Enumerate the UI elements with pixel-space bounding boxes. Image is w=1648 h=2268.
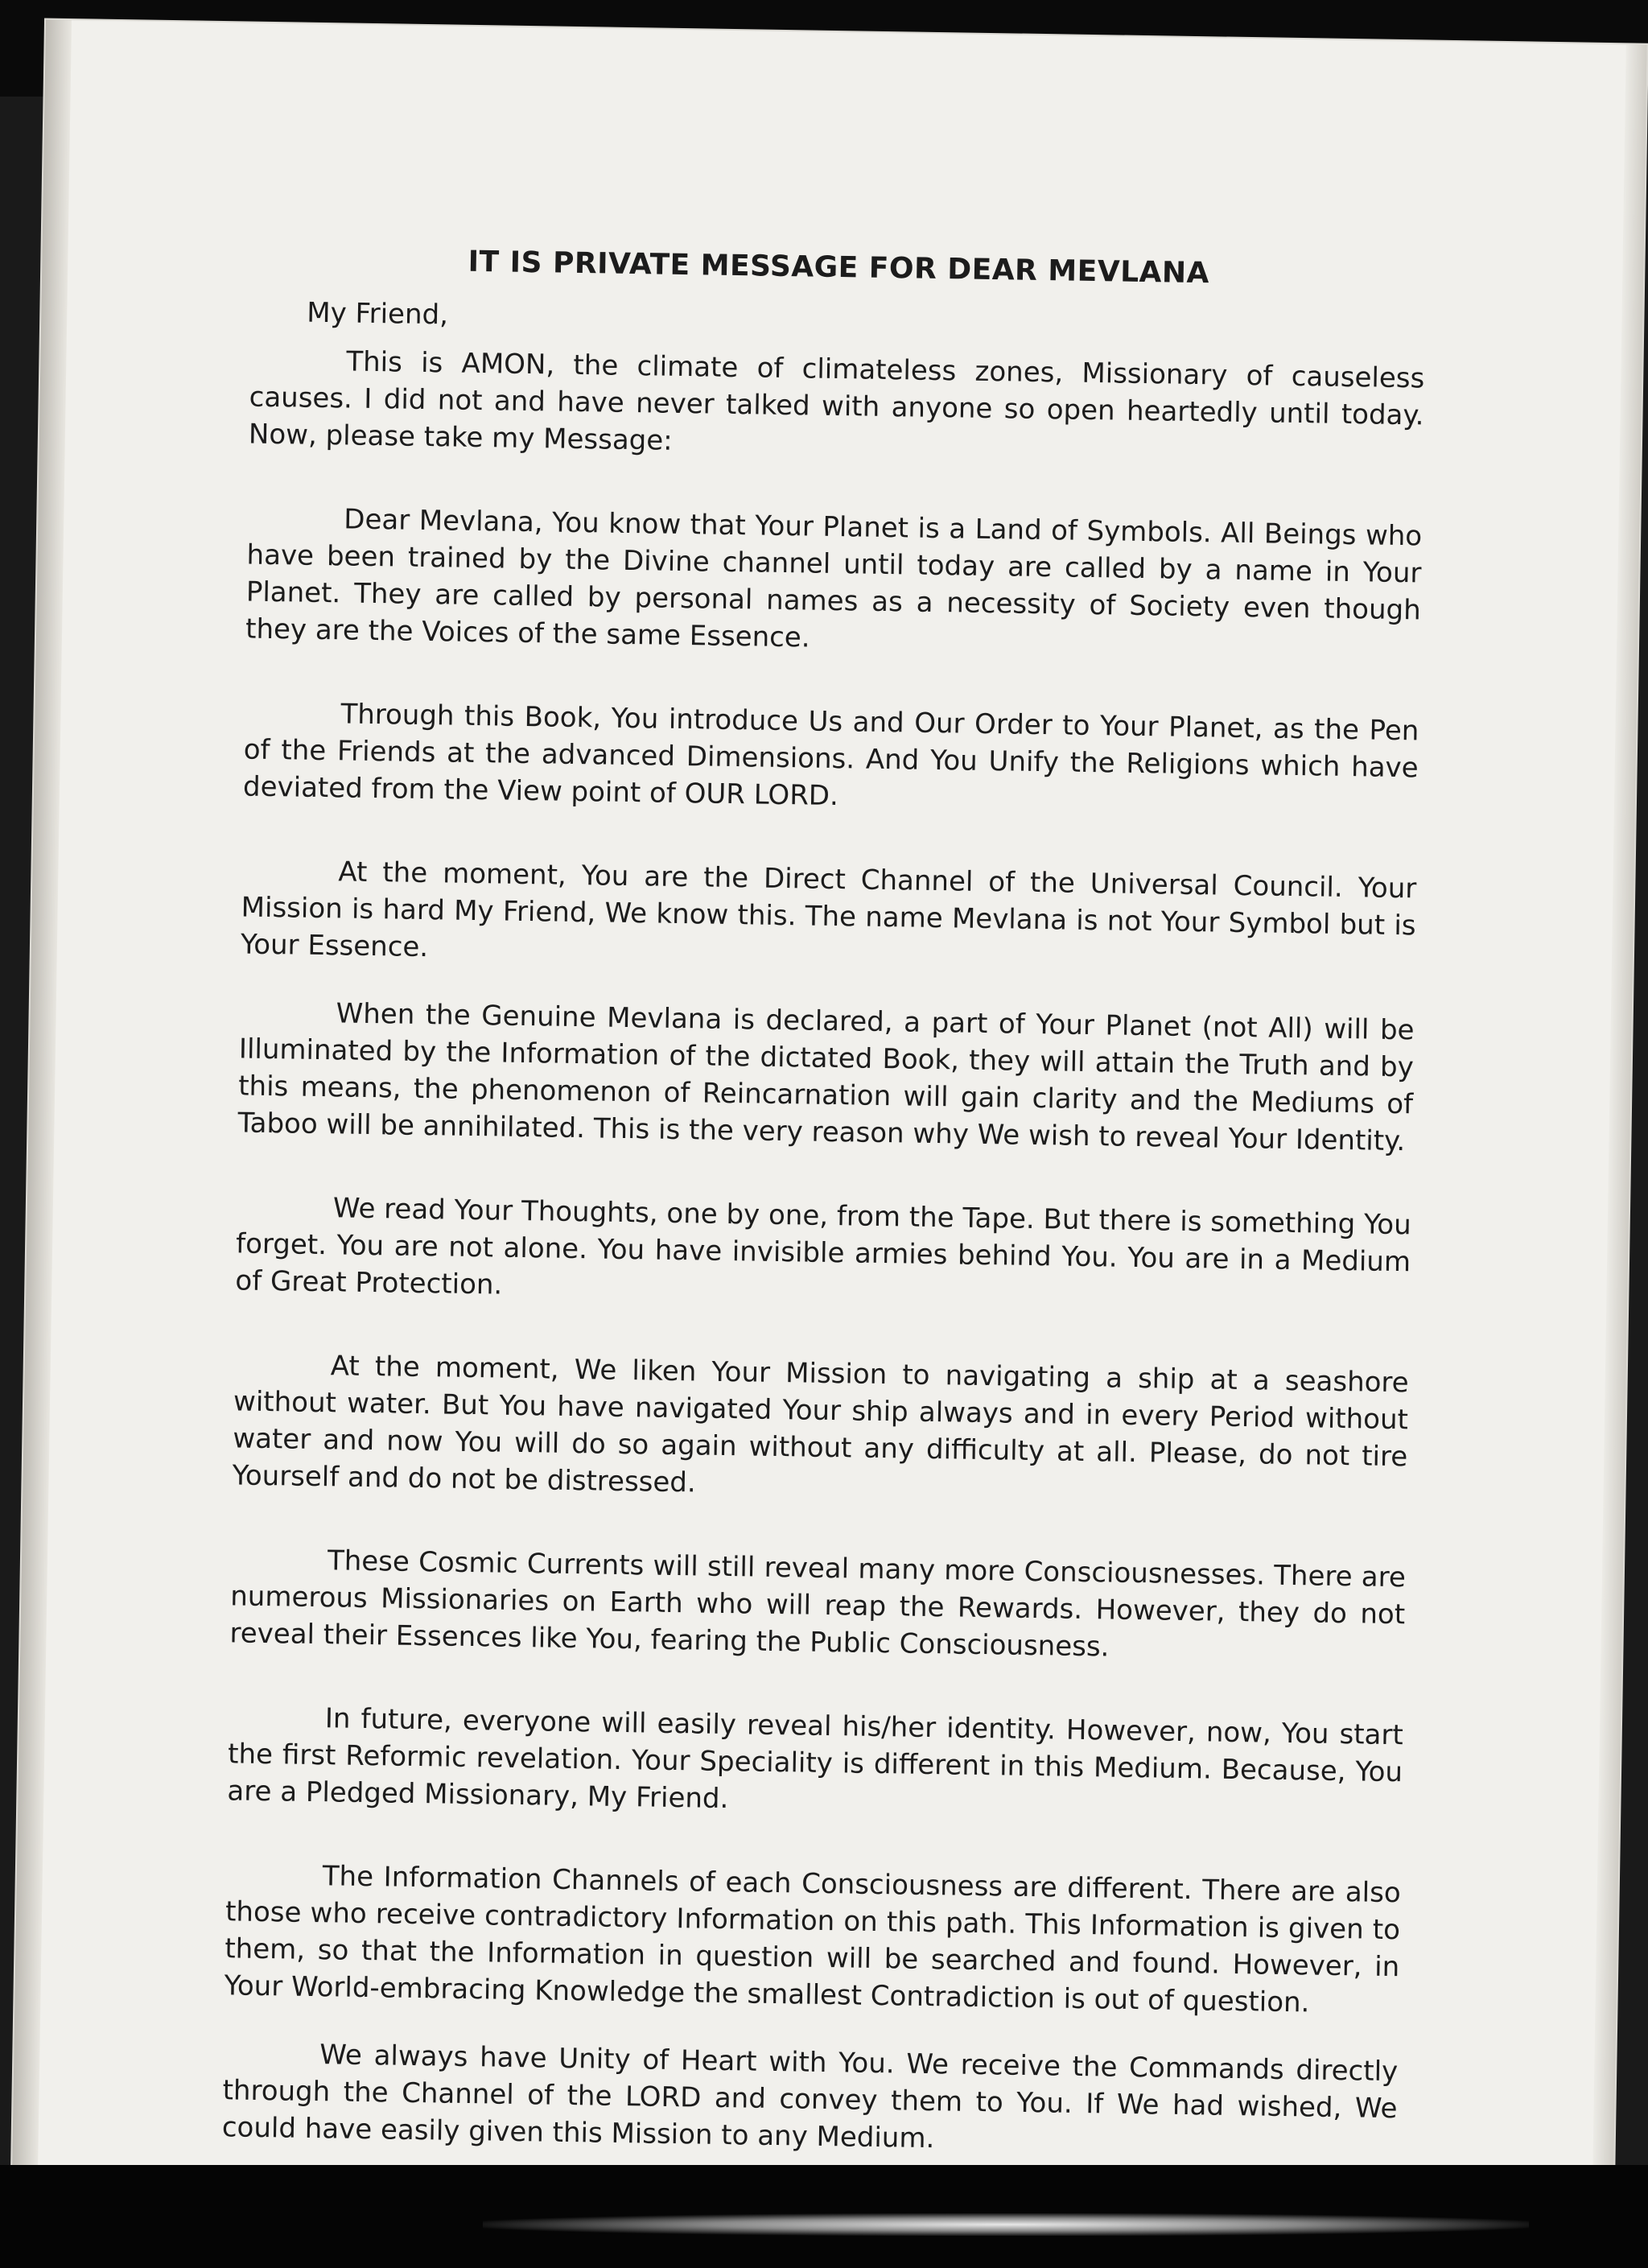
salutation: My Friend, [307,296,449,332]
scan-glare [483,2213,1529,2236]
paragraph: We always have Unity of Heart with You. We receive the Commands directly through the Channel of the LORD and convey them to You. If We had wished, We could have easily given this Mission to any Medium. [221,2039,1399,2155]
paragraph: We read Your Thoughts, one by one, from the Tape. But there is something You forget. You are not alone. You have invisible armies behind You. You are in a Medium of Great Protection. [235,1192,1412,1301]
paragraph: The Information Channels of each Consciousness are different. There are also those who receive contradictory Information on this path. This Information is given to them, so that the Information in question will be searched and found. However, in Your World-embracing Knowledge the smallest Contradiction is out of question. [224,1860,1401,2019]
paragraph: Dear Mevlana, You know that Your Planet is a Land of Symbols. All Beings who have been trained by the Divine channel until today are called by a name in Your Planet. They are called by personal names as a necessity of Society even though they are the Voices of the same Essence. [245,503,1423,654]
paragraph: In future, everyone will easily reveal his/her identity. However, now, You start the first Reformic revelation. Your Speciality is different in this Medium. Because, You are a Pledged Missionary, My Friend. [227,1702,1404,1816]
page-binding-edge [12,20,72,2185]
paragraph: This is AMON, the climate of climateless zones, Missionary of causeless causes. I did not and have never talked with anyone so open heartedly until today. Now, please take my Message: [248,345,1425,457]
paragraph: Through this Book, You introduce Us and Our Order to Your Planet, as the Pen of the Friends at the advanced Dimensions. And You Unify the Religions which have deviated from the View point of OUR LORD. [242,698,1419,813]
page-title: IT IS PRIVATE MESSAGE FOR DEAR MEVLANA [468,245,1210,291]
book-page [12,20,1647,2210]
paragraph: When the Genuine Mevlana is declared, a part of Your Planet (not All) will be Illuminated by the Information of the dictated Book, they will attain the Truth and by this means, the phenomenon of Reincarnation will gain clarity and the Mediums of Taboo will be annihilated. This is the very reason why We wish to reveal Your Identity. [237,997,1415,1158]
page-outer-edge [1592,44,1647,2209]
page-content [220,241,1426,2233]
paragraph: These Cosmic Currents will still reveal many more Consciousnesses. There are numerous Missionaries on Earth who will reap the Rewards. However, they do not reveal their Essences like You, fearing the Public Consciousness. [229,1544,1407,1664]
paragraph: At the moment, We liken Your Mission to navigating a ship at a seashore without water. But You have navigated Your ship always and in every Period without water and now You will do so again without any difficulty at all. Please, do not tire Yourself and do not be distressed. [232,1350,1409,1499]
paragraph: At the moment, You are the Direct Channel of the Universal Council. Your Mission is hard My Friend, We know this. The name Mevlana is not Your Symbol but is Your Essence. [240,856,1417,964]
